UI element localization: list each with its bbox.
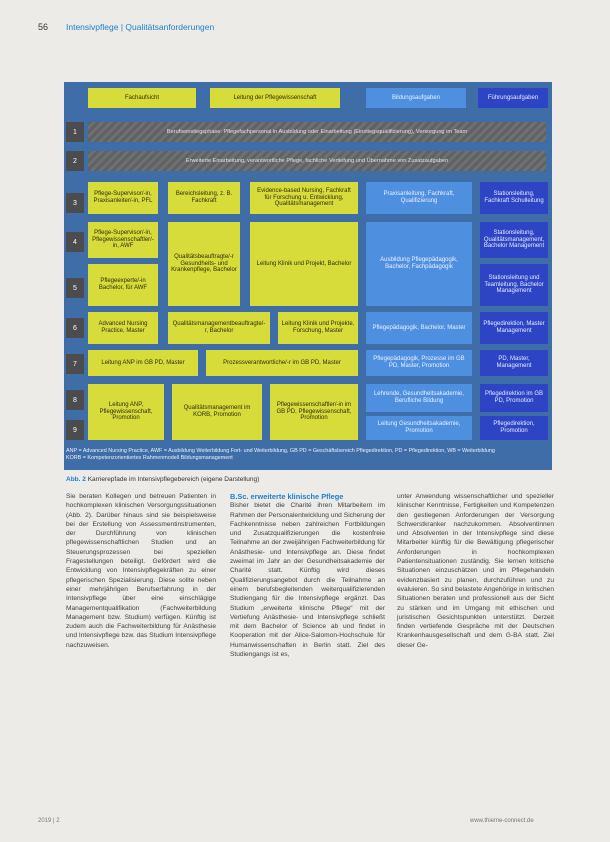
body-column-2 — [230, 492, 385, 659]
cell-r9c5: Pflegedirektion, Promotion — [480, 416, 548, 440]
cell-r89c2: Qualitätsmanagement im KORB, Promotion — [172, 384, 262, 440]
page-number: 56 — [38, 22, 49, 32]
cell-r7c4: Pflegepädagogik, Prozesse im GB PD, Master, Promotion — [366, 350, 472, 376]
cell-r3c4: Praxisanleitung, Fachkraft, Qualifizierung — [366, 182, 472, 214]
body-column-1: Sie beraten Kollegen und betreuen Patienten in hochkomplexen klinischen Versorgungssituationen (Abb. 2). Darüber hinaus sind sie beispielsweise bei der Erstellung von Assessmentinstrumenten, der Durchführung von klinischen pflegewissenschaftlichen Studien und an Steuerungsprozessen bei speziellen Fragestellungen beteiligt. Gefördert wird die Entwicklung von Intensivpflegekräften zu einer pflegerischen Spezialisierung. Diese sollte neben einer mehrjährigen Berufserfahrung in der Intensivpflege über eine einschlägige Managementqualifikation (Fachweiterbildung Management bzw. Studium) verfügen. Künftig ist zudem auch die Fachweiterbildung für Anästhesie und Intensivpflege bzw. das Studium Intensivpflege nachzuweisen. — [66, 493, 216, 649]
cell-r6c5: Pflegedirektion, Master Management — [480, 312, 548, 344]
cell-r45c2: Qualitätsbeauftragte/-r Gesundheits- und Krankenpflege, Bachelor — [168, 222, 240, 306]
header-bildung: Bildungsaufgaben — [366, 88, 466, 108]
row-number: 3 — [66, 193, 84, 213]
cell-r3c2: Bereichsleitung, z. B. Fachkraft — [168, 182, 240, 214]
row-number: 9 — [66, 420, 84, 440]
abbreviation-legend — [66, 448, 550, 463]
body-column-2-text: Bisher bietet die Charité ihren Mitarbeitern im Rahmen der Personalentwicklung und Sicherung der Fachkenntnisse neben zahlreichen Fortbildungen und Zusatzqualifizierungen die kostenfreie Teilnahme an der zweijährigen Fachweiterbildung für Anästhesie- und Intensivpflege an. Diese findet zweimal im Jahr an der Gesundheitsakademie der Charité statt. Künftig wird dieses Qualifizierungsangebot durch die Teilnahme an einem berufsbegleitenden weiterqualifizierenden Studiengang für die Intensivpflege ergänzt. Das Studium „erweiterte klinische Pflege“ mit der Vertiefung Anästhesie- und Intensivpflege schließt mit dem Bachelor of Science ab und findet in Kooperation mit der Alice-Salomon-Hochschule für Humanwissenschaften in Berlin statt. Ziel des Studiengangs ist es, — [230, 502, 385, 659]
cell-r8c4: Lehrende, Gesundheitsakademie, Berufliche Bildung — [366, 384, 472, 412]
cell-r9c4: Leitung Gesundheitsakademie, Promotion — [366, 416, 472, 440]
cell-r6c3: Leitung Klinik und Projekte, Forschung, Master — [278, 312, 358, 344]
header-pflegewissenschaft: Leitung der Pflegewissenschaft — [210, 88, 340, 108]
caption-label: Abb. 2 — [66, 476, 86, 483]
cell-r45c4: Ausbildung Pflegepädagogik, Bachelor, Fachpädagogik — [366, 222, 472, 306]
footer-issue: 2019 | 2 — [38, 818, 60, 824]
header-fachaufsicht: Fachaufsicht — [88, 88, 196, 108]
figure-caption — [66, 476, 259, 483]
legend-line: ANP = Advanced Nursing Practice, AWF = Ausbildung Weiterbildung Fort- und Weiterbildung, GB PD = Geschäftsbereich Pflegedirektion, PD = Pflegedirektion, WB = Weiterbildung — [66, 448, 495, 454]
cell-r5c5: Stationsleitung und Teamleitung, Bachelor Management — [480, 264, 548, 306]
caption-text: Karrierepfade im Intensivpflegebereich (eigene Darstellung) — [87, 476, 260, 483]
row-number: 7 — [66, 354, 84, 374]
row-number: 2 — [66, 151, 84, 171]
cell-r89c3: Pflegewissenschaftler/-in im GB PD, Pflegewissenschaft, Promotion — [270, 384, 358, 440]
cell-r7c1: Leitung ANP im GB PD, Master — [88, 350, 198, 376]
cell-r5c1: Pflegeexperte/-in Bachelor, für AWF — [88, 264, 158, 306]
footer-url[interactable]: www.thieme-connect.de — [470, 818, 534, 824]
cell-r4c5: Stationsleitung, Qualitätsmanagement, Bachelor Management — [480, 222, 548, 258]
row-number: 5 — [66, 278, 84, 298]
body-column-3: unter Anwendung wissenschaftlicher und spezieller klinischer Kenntnisse, Fertigkeiten und Kompetenzen den gestiegenen Anforderungen der Versorgung Schwerstkranker nachzukommen. Absolventinnen und Absolventen in der Intensivpflege sind diese Mitarbeiter künftig für die Bewältigung pflegerischer Anforderungen in hochkomplexen Patientensituationen zuständig. Sie lernen kritische Situationen einzuschätzen und im Pflegehandeln evidenzbasiert zu planen, durchzuführen und zu evaluieren. So sind belastete Angehörige in kritischen Situationen beraten und professionell aus der Sicht zu stärken und im Umgang mit ethischen und juristischen Gesichtspunkten unterstützt. Derzeit finden vertiefende Gespräche mit der Deutschen Krankenhausgesellschaft und dem G-BA statt. Ziel dieser Ge- — [397, 493, 554, 649]
stripe-row-1: Berufseinstiegsphase: Pflegefachpersonal in Ausbildung oder Einarbeitung (Einstiegsqualifizierung), Versorgung im Team — [88, 122, 546, 142]
cell-r3c5: Stationsleitung, Fachkraft Schulleitung — [480, 182, 548, 214]
row-number: 1 — [66, 122, 84, 142]
cell-r4c1: Pflege-Supervisor/-in, Pflegewissenschaftler/-in, AWF — [88, 222, 158, 258]
cell-r45c3: Leitung Klinik und Projekt, Bachelor — [250, 222, 358, 306]
cell-r7c3: Prozessverantwortliche/-r im GB PD, Master — [206, 350, 358, 376]
cell-r6c4: Pflegepädagogik, Bachelor, Master — [366, 312, 472, 344]
cell-r6c2: Qualitätsmanagementbeauftragte/-r, Bachelor — [168, 312, 270, 344]
stripe-row-2: Erweiterte Einarbeitung, verantwortliche Pflege, fachliche Vertiefung und Übernahme von Zusatzaufgaben — [88, 151, 546, 171]
row-number: 4 — [66, 232, 84, 252]
cell-r6c1: Advanced Nursing Practice, Master — [88, 312, 158, 344]
row-number: 8 — [66, 390, 84, 410]
header-fuehrung: Führungsaufgaben — [478, 88, 548, 108]
legend-line: KORB = Kompetenzorientiertes Rahmenmodell Bildungsmanagement — [66, 455, 233, 462]
cell-r3c3: Evidence-based Nursing, Fachkraft für Forschung u. Entwicklung, Qualitätsmanagement — [250, 182, 358, 214]
cell-r3c1: Pflege-Supervisor/-in, Praxisanleiter/-in, PFL — [88, 182, 158, 214]
cell-r8c1: Leitung ANP, Pflegewissenschaft, Promotion — [88, 384, 164, 440]
running-title: Intensivpflege | Qualitätsanforderungen — [66, 22, 215, 32]
cell-r7c5: PD, Master, Management — [480, 350, 548, 376]
cell-r8c5: Pflegedirektion im GB PD, Promotion — [480, 384, 548, 412]
section-heading: B.Sc. erweiterte klinische Pflege — [230, 492, 344, 501]
row-number: 6 — [66, 318, 84, 338]
